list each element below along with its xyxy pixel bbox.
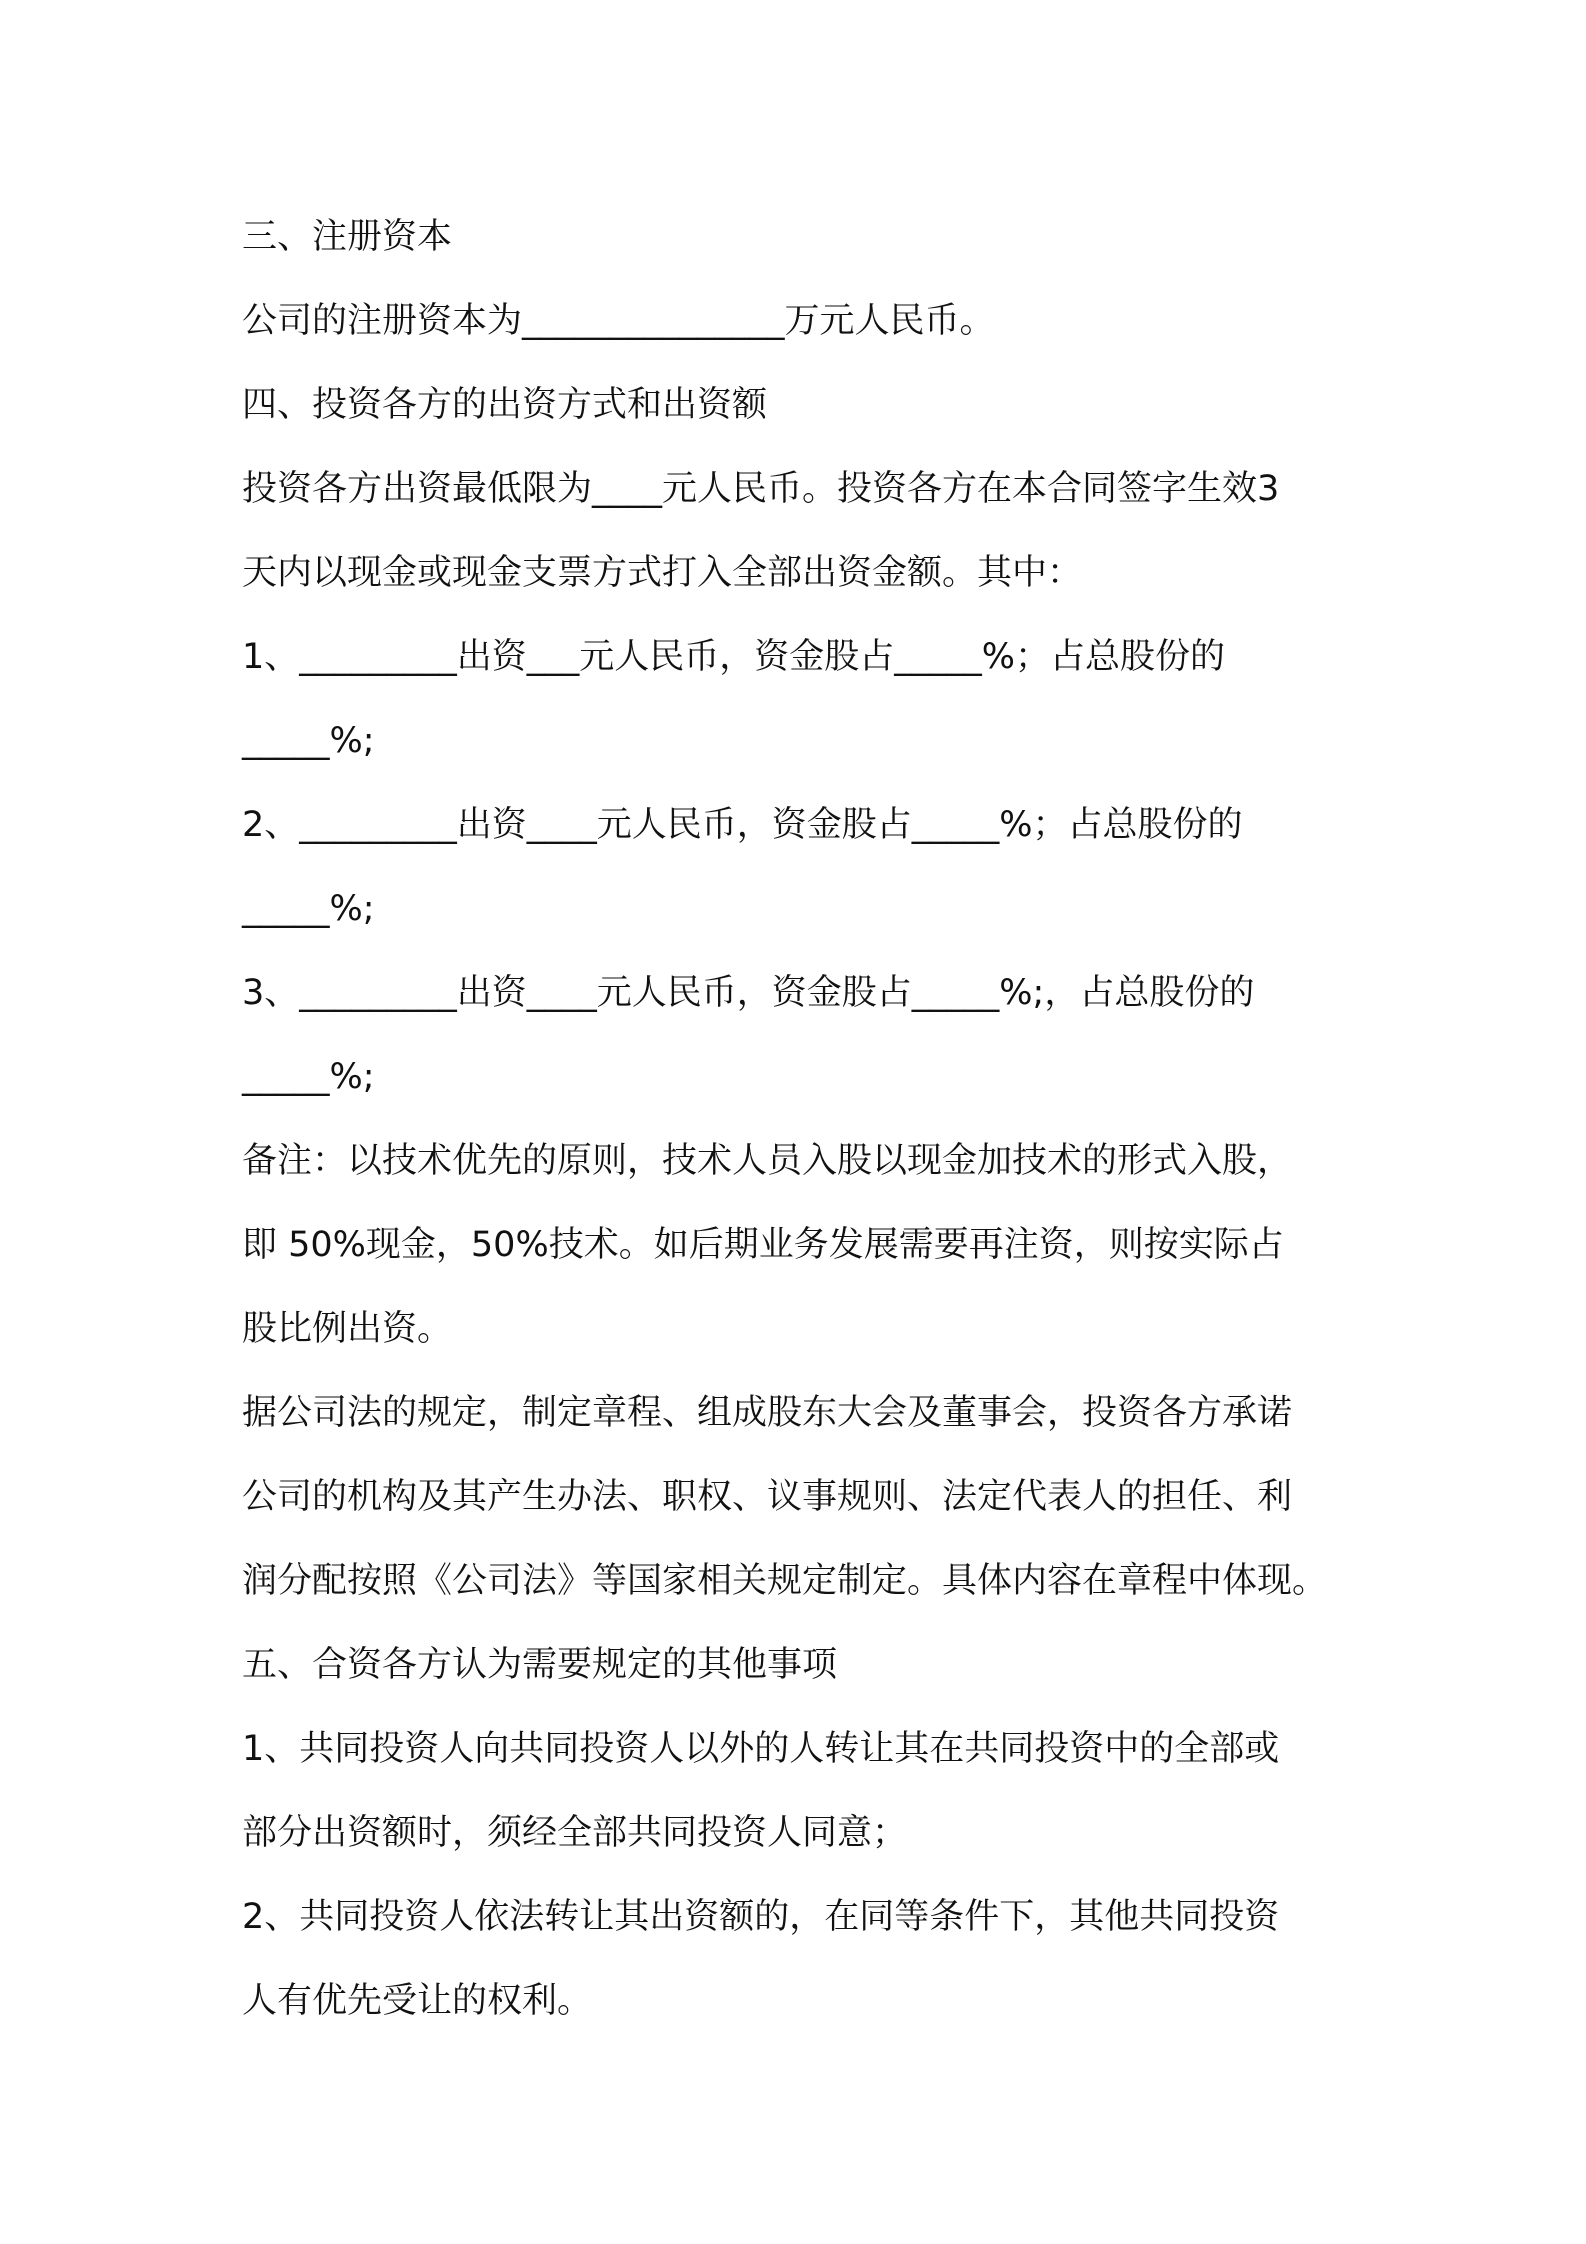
section-heading-registered-capital: 三、注册资本 bbox=[242, 217, 453, 257]
investor-2-line-1: 2、_________出资____元人民币，资金股占_____%；占总股份的 bbox=[242, 805, 1243, 845]
company-law-paragraph-line-1: 据公司法的规定，制定章程、组成股东大会及董事会，投资各方承诺 bbox=[242, 1393, 1293, 1433]
other-matter-2-line-1: 2、共同投资人依法转让其出资额的，在同等条件下，其他共同投资 bbox=[242, 1897, 1280, 1937]
other-matter-2-line-2: 人有优先受让的权利。 bbox=[242, 1981, 593, 2021]
investor-1-line-1: 1、_________出资___元人民币，资金股占_____%；占总股份的 bbox=[242, 637, 1226, 677]
remark-line-3: 股比例出资。 bbox=[242, 1309, 453, 1349]
company-law-paragraph-line-3: 润分配按照《公司法》等国家相关规定制定。具体内容在章程中体现。 bbox=[242, 1561, 1328, 1601]
contribution-paragraph-line-1: 投资各方出资最低限为____元人民币。投资各方在本合同签字生效3 bbox=[242, 469, 1280, 509]
registered-capital-text: 公司的注册资本为_______________万元人民币。 bbox=[242, 301, 995, 341]
contribution-paragraph-line-2: 天内以现金或现金支票方式打入全部出资金额。其中： bbox=[242, 553, 1083, 593]
investor-1-line-2: _____%; bbox=[242, 721, 375, 761]
investor-2-line-2: _____%; bbox=[242, 889, 375, 929]
remark-line-1: 备注：以技术优先的原则，技术人员入股以现金加技术的形式入股， bbox=[242, 1141, 1293, 1181]
document-body bbox=[242, 195, 1352, 2043]
investor-3-line-1: 3、_________出资____元人民币，资金股占_____%;，占总股份的 bbox=[242, 973, 1255, 1013]
section-heading-contribution: 四、投资各方的出资方式和出资额 bbox=[242, 385, 768, 425]
company-law-paragraph-line-2: 公司的机构及其产生办法、职权、议事规则、法定代表人的担任、利 bbox=[242, 1477, 1293, 1517]
other-matter-1-line-1: 1、共同投资人向共同投资人以外的人转让其在共同投资中的全部或 bbox=[242, 1729, 1280, 1769]
section-heading-other-matters: 五、合资各方认为需要规定的其他事项 bbox=[242, 1645, 838, 1685]
other-matter-1-line-2: 部分出资额时，须经全部共同投资人同意； bbox=[242, 1813, 908, 1853]
remark-line-2: 即 50%现金，50%技术。如后期业务发展需要再注资，则按实际占 bbox=[242, 1225, 1284, 1265]
investor-3-line-2: _____%; bbox=[242, 1057, 375, 1097]
